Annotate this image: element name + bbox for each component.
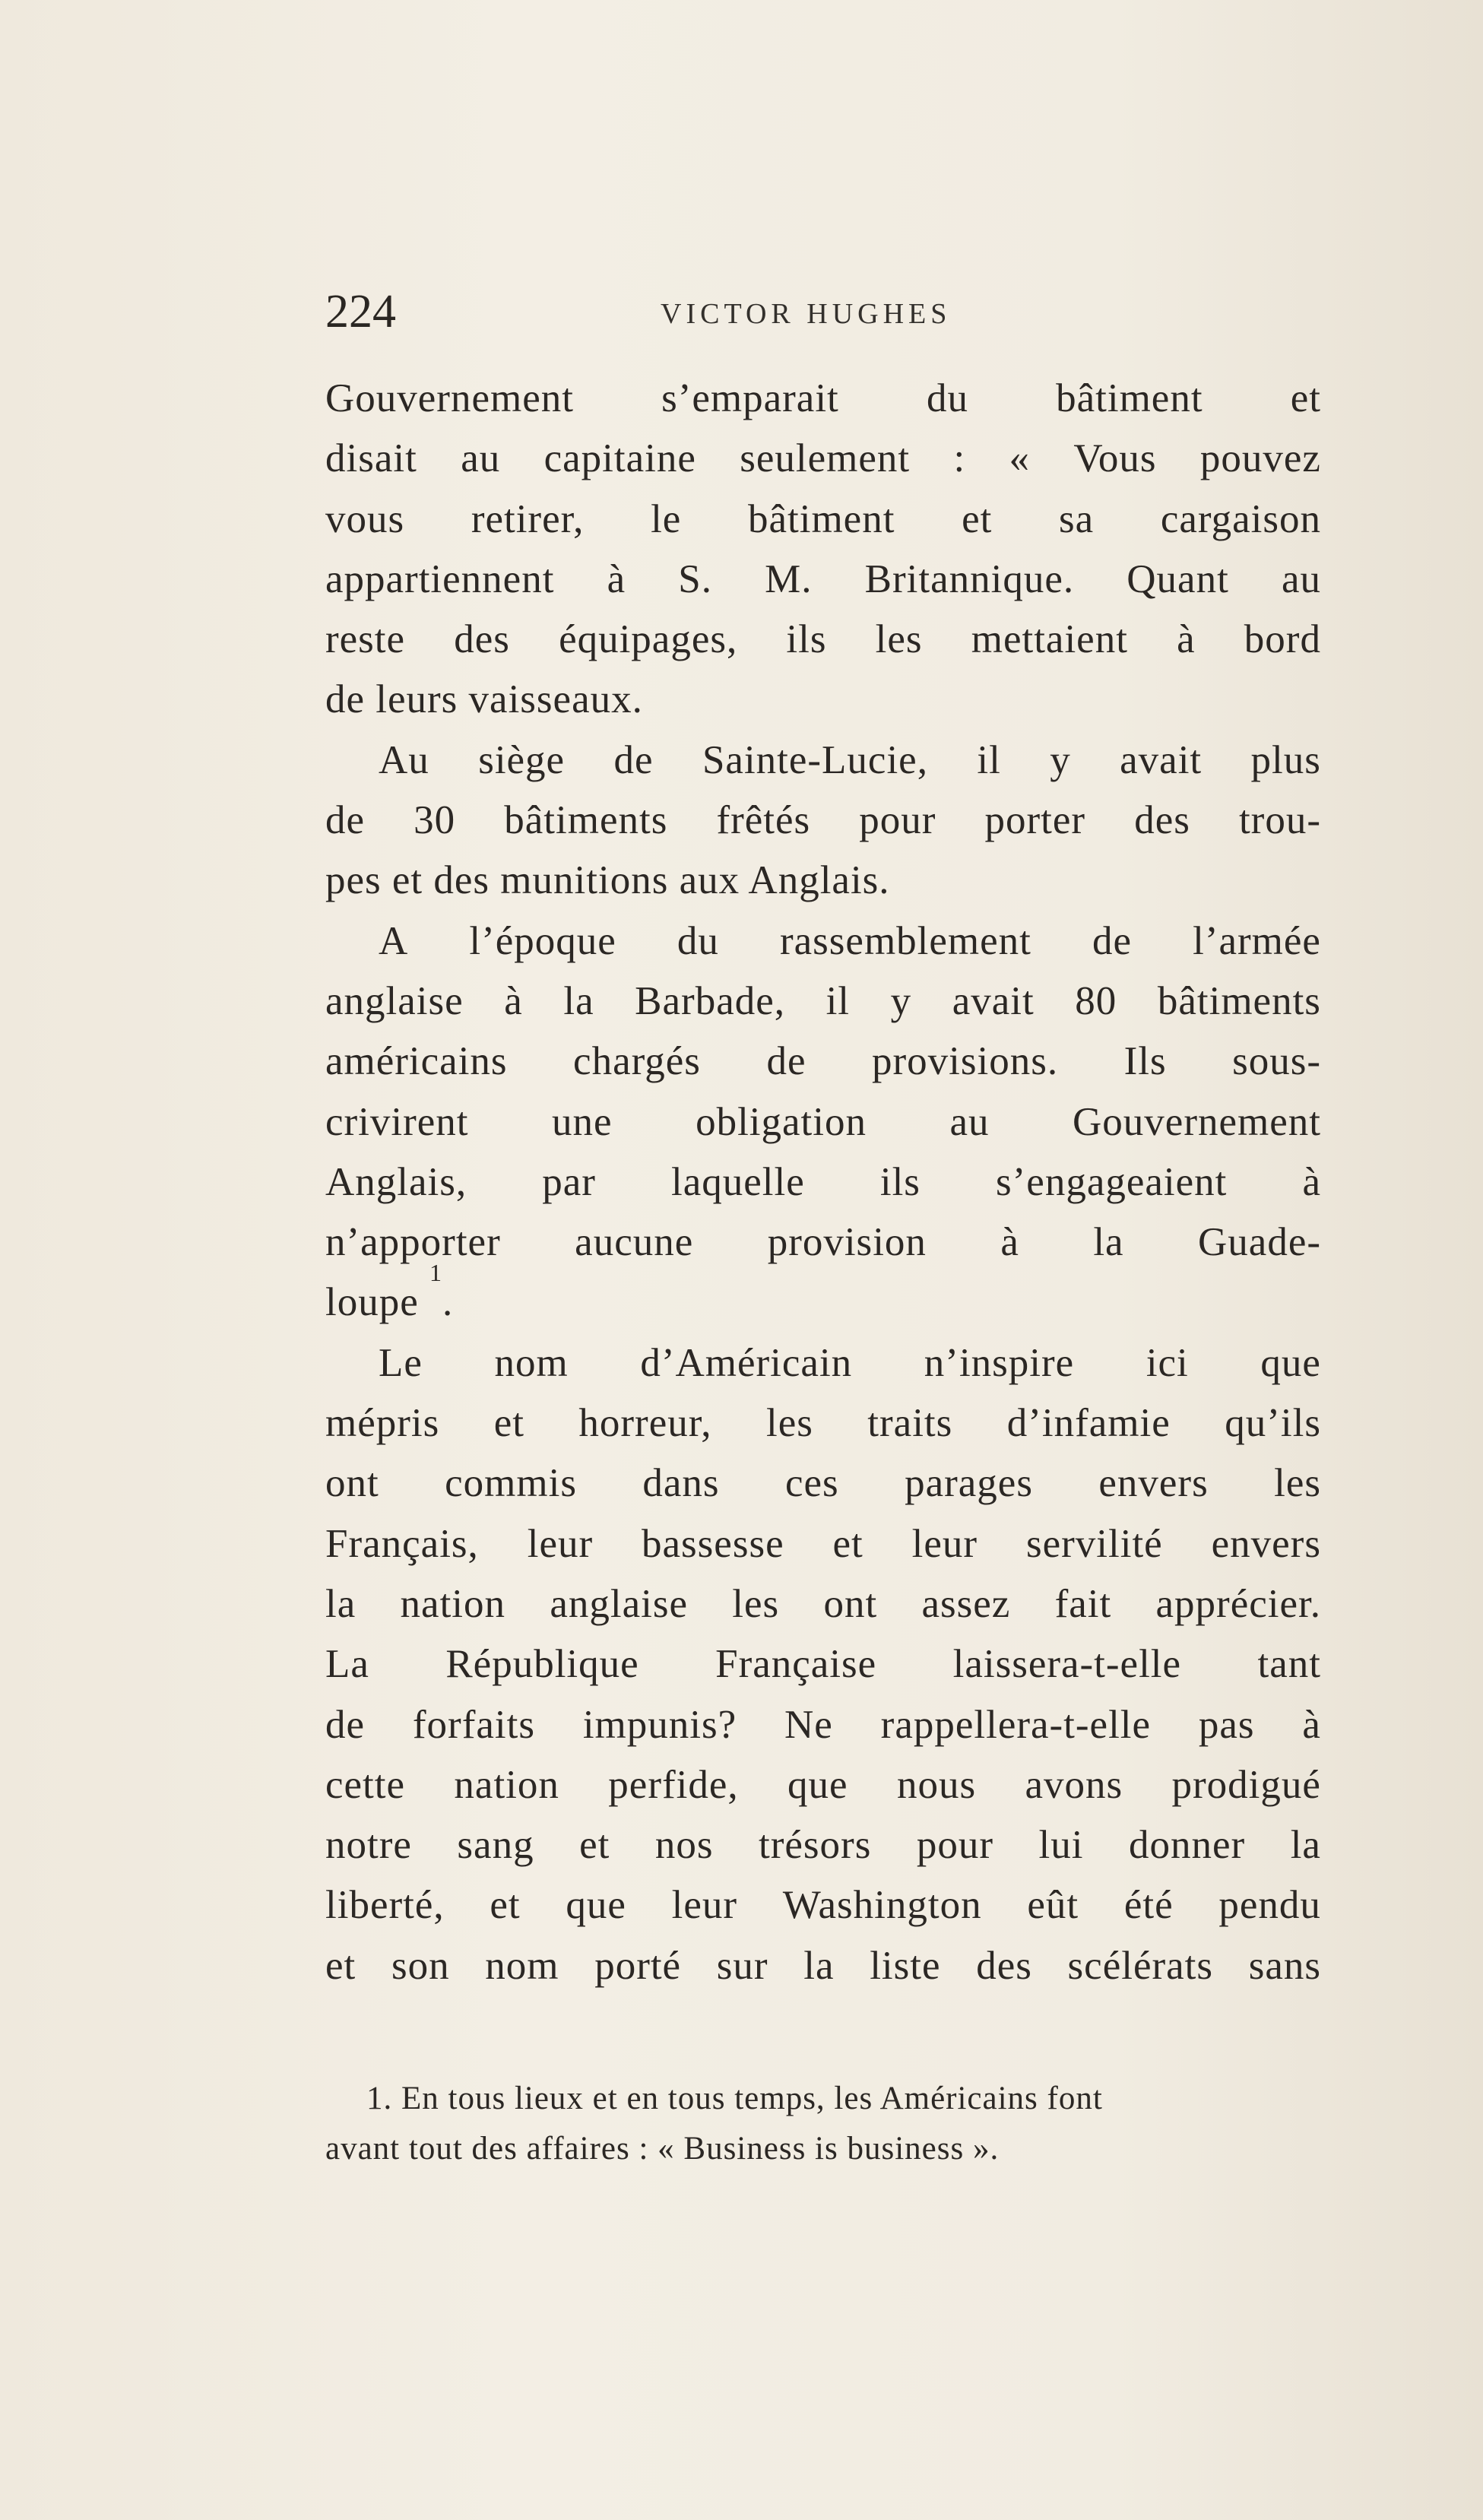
- text-line: américains chargés de provisions. Ils sous-: [325, 1039, 1321, 1084]
- text-line: pes et des munitions aux Anglais.: [325, 858, 890, 903]
- text-line: Français, leur bassesse et leur servilité envers: [325, 1521, 1321, 1566]
- footnote-ref[interactable]: 1: [429, 1259, 442, 1287]
- text-line: Gouvernement s’emparait du bâtiment et: [325, 376, 1321, 420]
- footnote-line: avant tout des affaires : « Business is business ».: [325, 2131, 1000, 2167]
- text-line: A l’époque du rassemblement de l’armée: [379, 918, 1321, 963]
- text-line: de leurs vaisseaux.: [325, 677, 643, 722]
- page-number: 224: [325, 286, 396, 338]
- text-line: Anglais, par laquelle ils s’engageaient à: [325, 1159, 1321, 1204]
- text-line: cette nation perfide, que nous avons prodigué: [325, 1762, 1321, 1807]
- text-line: Le nom d’Américain n’inspire ici que: [379, 1340, 1321, 1385]
- text-line: de forfaits impunis? Ne rappellera-t-elle pas à: [325, 1702, 1321, 1747]
- text-line: anglaise à la Barbade, il y avait 80 bâtiments: [325, 978, 1321, 1023]
- text-line: et son nom porté sur la liste des scélérats sans: [325, 1943, 1321, 1988]
- text-line: reste des équipages, ils les mettaient à bord: [325, 617, 1321, 662]
- text-line: La République Française laissera-t-elle tant: [325, 1642, 1321, 1687]
- text-line: notre sang et nos trésors pour lui donner la: [325, 1823, 1321, 1868]
- footnote: [325, 2074, 1321, 2174]
- text-line: crivirent une obligation au Gouvernement: [325, 1099, 1321, 1144]
- body-text: [325, 369, 1321, 1996]
- page-header: [325, 285, 1321, 338]
- running-head: VICTOR HUGHES: [661, 298, 952, 330]
- text-line: vous retirer, le bâtiment et sa cargaison: [325, 496, 1321, 541]
- text-line: appartiennent à S. M. Britannique. Quant au: [325, 556, 1321, 601]
- text-line: de 30 bâtiments frêtés pour porter des trou-: [325, 798, 1321, 843]
- text-line: disait au capitaine seulement : « Vous pouvez: [325, 436, 1321, 481]
- text-line: liberté, et que leur Washington eût été pendu: [325, 1883, 1321, 1928]
- footnote-line: 1. En tous lieux et en tous temps, les Américains font: [366, 2081, 1103, 2116]
- text-line: la nation anglaise les ont assez fait apprécier.: [325, 1581, 1321, 1626]
- text-line: ont commis dans ces parages envers les: [325, 1461, 1321, 1506]
- text-line: loupe 1 .: [325, 1273, 1321, 1333]
- text-line: mépris et horreur, les traits d’infamie qu’ils: [325, 1401, 1321, 1446]
- text-line: Au siège de Sainte-Lucie, il y avait plus: [379, 737, 1321, 782]
- text-line: n’apporter aucune provision à la Guade-: [325, 1220, 1321, 1265]
